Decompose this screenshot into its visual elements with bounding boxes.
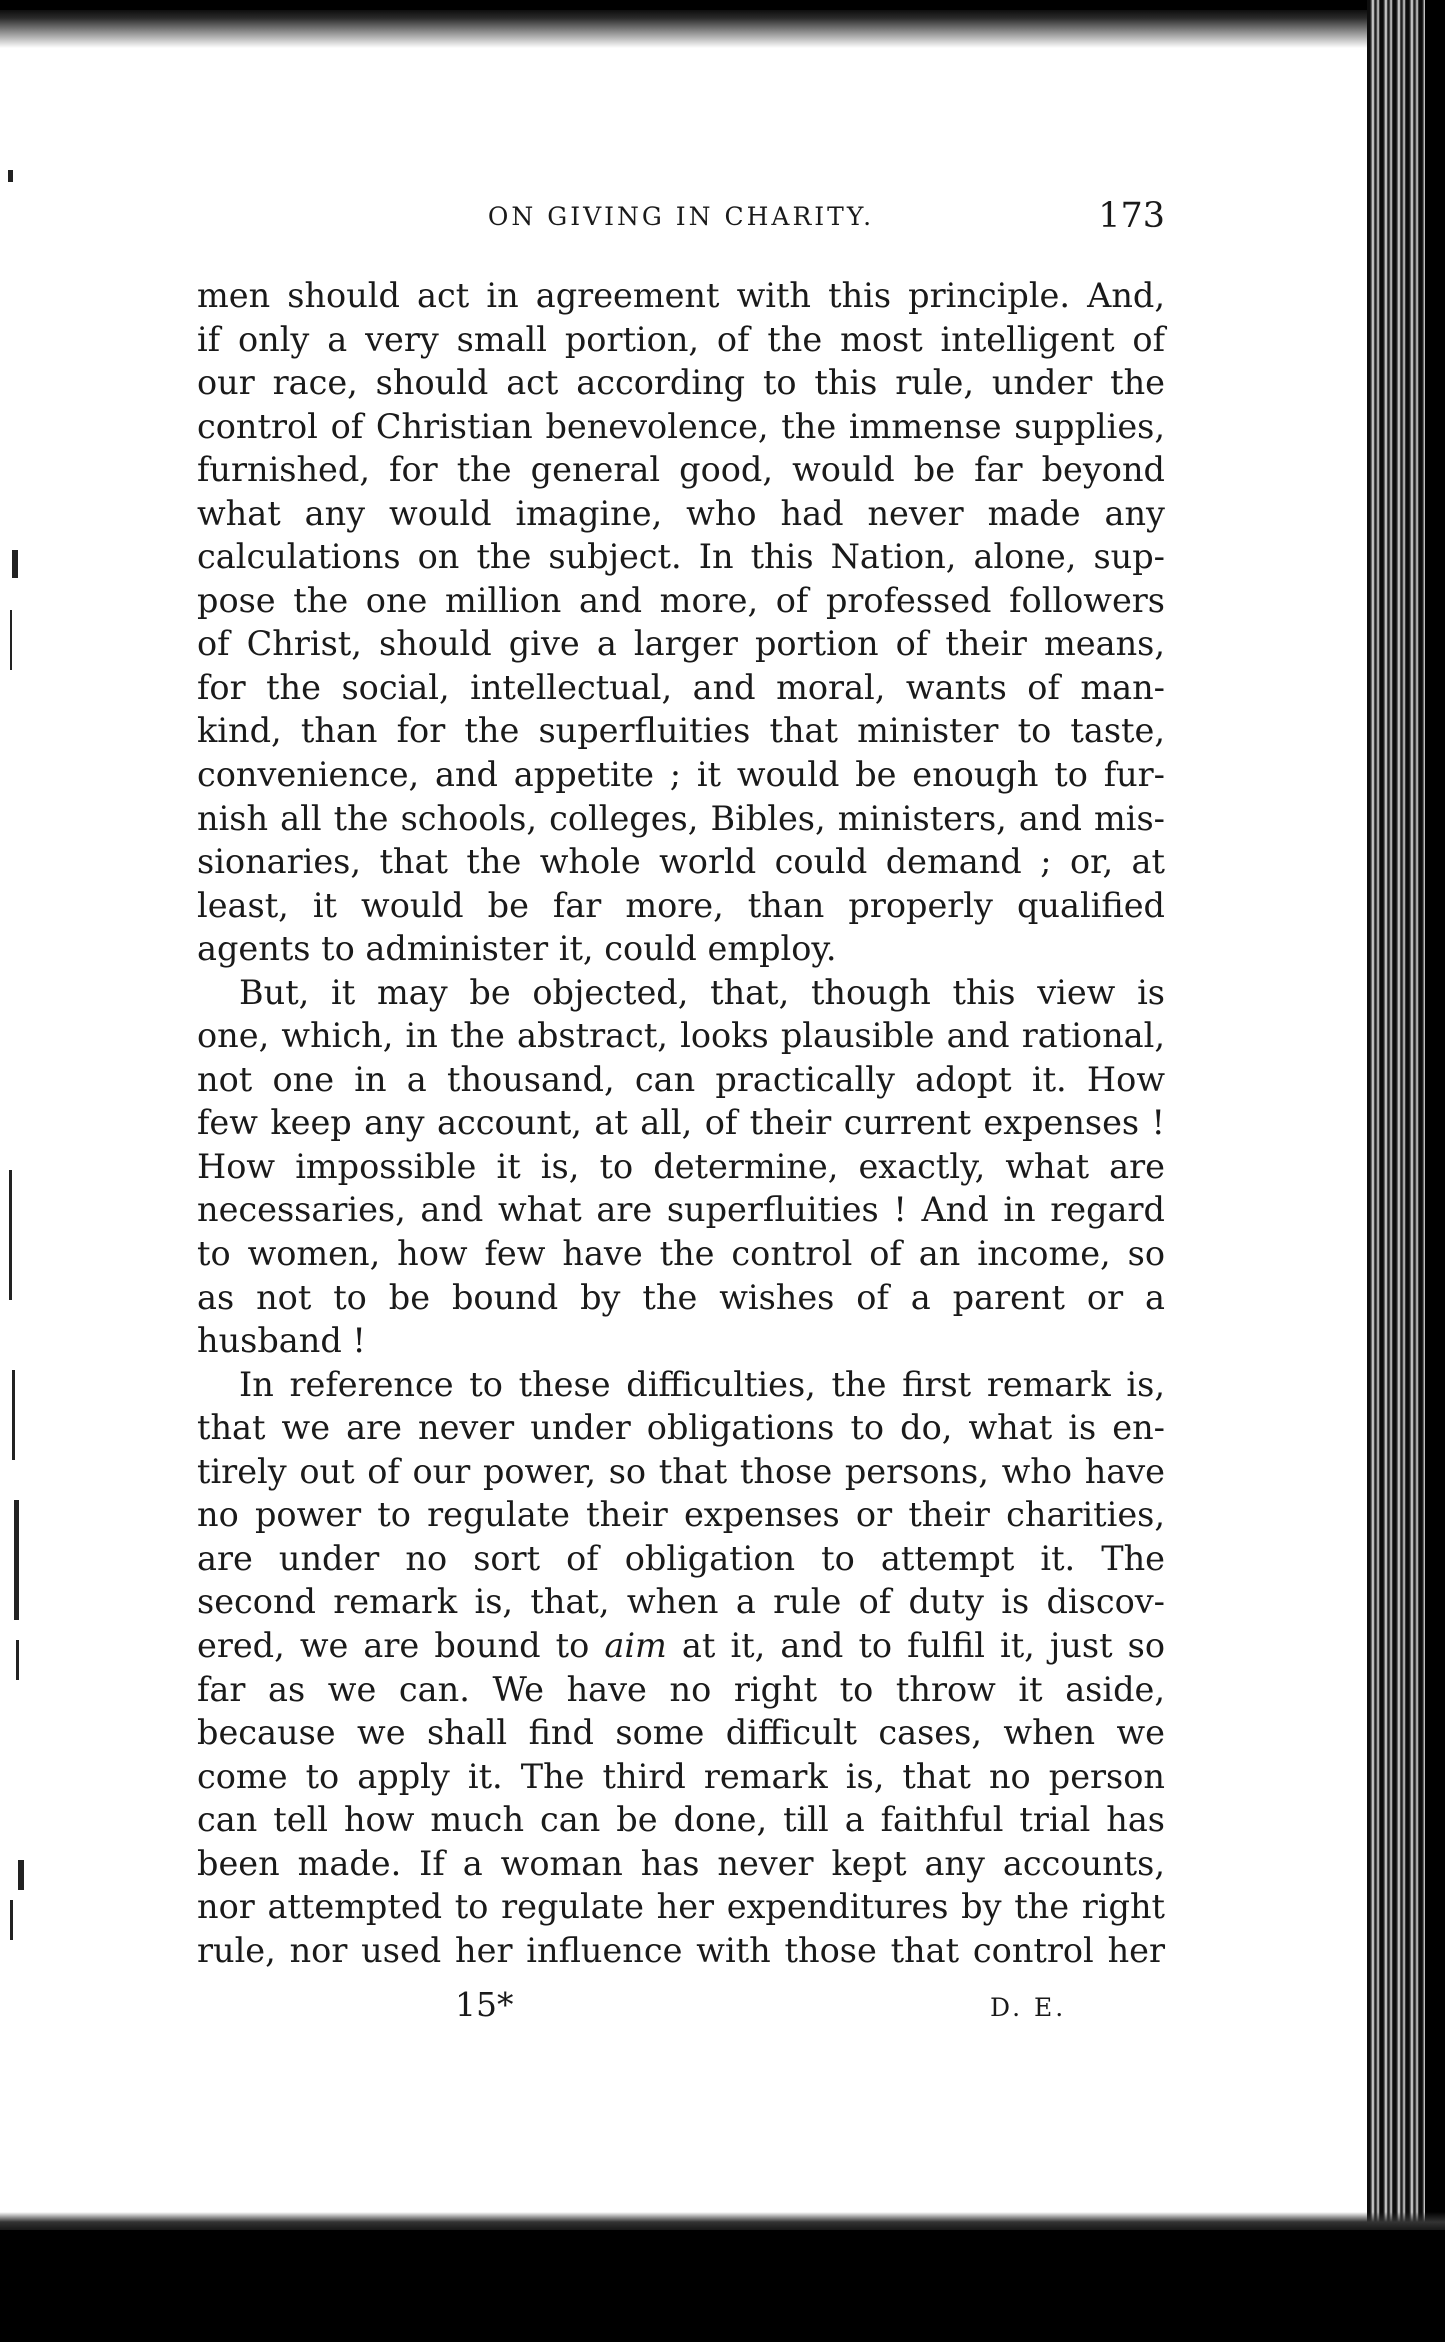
text-line: for the social, intellectual, and moral, wants of man-	[197, 667, 1165, 707]
text-line: that we are never under obligations to do, what is en-	[197, 1408, 1165, 1448]
text-line: as not to be bound by the wishes of a parent or a	[197, 1277, 1165, 1317]
text-line: agents to administer it, could employ.	[197, 929, 837, 969]
emphasized-word: aim	[604, 1625, 667, 1665]
text-line: rule, nor used her influence with those that control her	[197, 1930, 1165, 1970]
text-line: convenience, and appetite ; it would be enough to fur-	[197, 755, 1165, 795]
text-line: not one in a thousand, can practically adopt it. How	[197, 1059, 1165, 1099]
page-number: 173	[1098, 196, 1165, 236]
text-line: what any would imagine, who had never made any	[197, 493, 1165, 533]
text-line: nish all the schools, colleges, Bibles, ministers, and mis-	[197, 798, 1165, 838]
text-segment: at it, and to fulfil it, just so	[681, 1625, 1165, 1665]
text-line: if only a very small portion, of the most intelligent of	[197, 319, 1165, 359]
text-line: In reference to these difficulties, the first remark is,	[239, 1364, 1165, 1404]
signature-letters: D. E.	[990, 1993, 1067, 2022]
text-line: How impossible it is, to determine, exactly, what are	[197, 1146, 1165, 1186]
text-line: control of Christian benevolence, the immense supplies,	[197, 406, 1165, 446]
text-line: least, it would be far more, than properly qualified	[197, 885, 1165, 925]
text-line: come to apply it. The third remark is, that no person	[197, 1756, 1165, 1796]
signature-line	[0, 1985, 1445, 2029]
body-text	[197, 274, 1165, 1972]
signature-mark: 15*	[455, 1985, 514, 2024]
gutter-specks	[0, 120, 60, 2020]
text-line: kind, than for the superfluities that minister to taste,	[197, 711, 1165, 751]
text-line: can tell how much can be done, till a faithful trial has	[197, 1800, 1165, 1840]
text-line: second remark is, that, when a rule of duty is discov-	[197, 1582, 1165, 1622]
scan-bottom-edge	[0, 2230, 1445, 2342]
text-line: husband !	[197, 1321, 366, 1361]
text-line: necessaries, and what are superfluities ! And in regard	[197, 1190, 1165, 1230]
text-line: because we shall find some difficult cases, when we	[197, 1713, 1165, 1753]
text-line: our race, should act according to this rule, under the	[197, 363, 1165, 403]
text-line: sionaries, that the whole world could demand ; or, at	[197, 842, 1165, 882]
text-line: are under no sort of obligation to attempt it. The	[197, 1538, 1165, 1578]
running-title: ON GIVING IN CHARITY.	[487, 202, 875, 231]
text-line: far as we can. We have no right to throw it aside,	[197, 1669, 1165, 1709]
text-line: of Christ, should give a larger portion of their means,	[197, 624, 1165, 664]
text-line: nor attempted to regulate her expenditures by the right	[197, 1887, 1165, 1927]
running-head	[197, 196, 1165, 240]
text-line-with-emphasis	[197, 1624, 1165, 1668]
text-line: one, which, in the abstract, looks plausible and rational,	[197, 1016, 1165, 1056]
text-line: calculations on the subject. In this Nation, alone, sup-	[197, 537, 1165, 577]
text-line: But, it may be objected, that, though this view is	[239, 972, 1165, 1012]
text-line: tirely out of our power, so that those persons, who have	[197, 1451, 1165, 1491]
text-line: to women, how few have the control of an income, so	[197, 1234, 1165, 1274]
text-line: furnished, for the general good, would be far beyond	[197, 450, 1165, 490]
text-segment: ered, we are bound to	[197, 1625, 590, 1665]
text-line: men should act in agreement with this principle. And,	[197, 276, 1165, 315]
text-line: few keep any account, at all, of their current expenses !	[197, 1103, 1165, 1143]
text-line: no power to regulate their expenses or their charities,	[197, 1495, 1165, 1535]
scan-top-edge	[0, 0, 1380, 10]
text-line: been made. If a woman has never kept any accounts,	[197, 1843, 1165, 1883]
text-line: pose the one million and more, of professed followers	[197, 580, 1165, 620]
